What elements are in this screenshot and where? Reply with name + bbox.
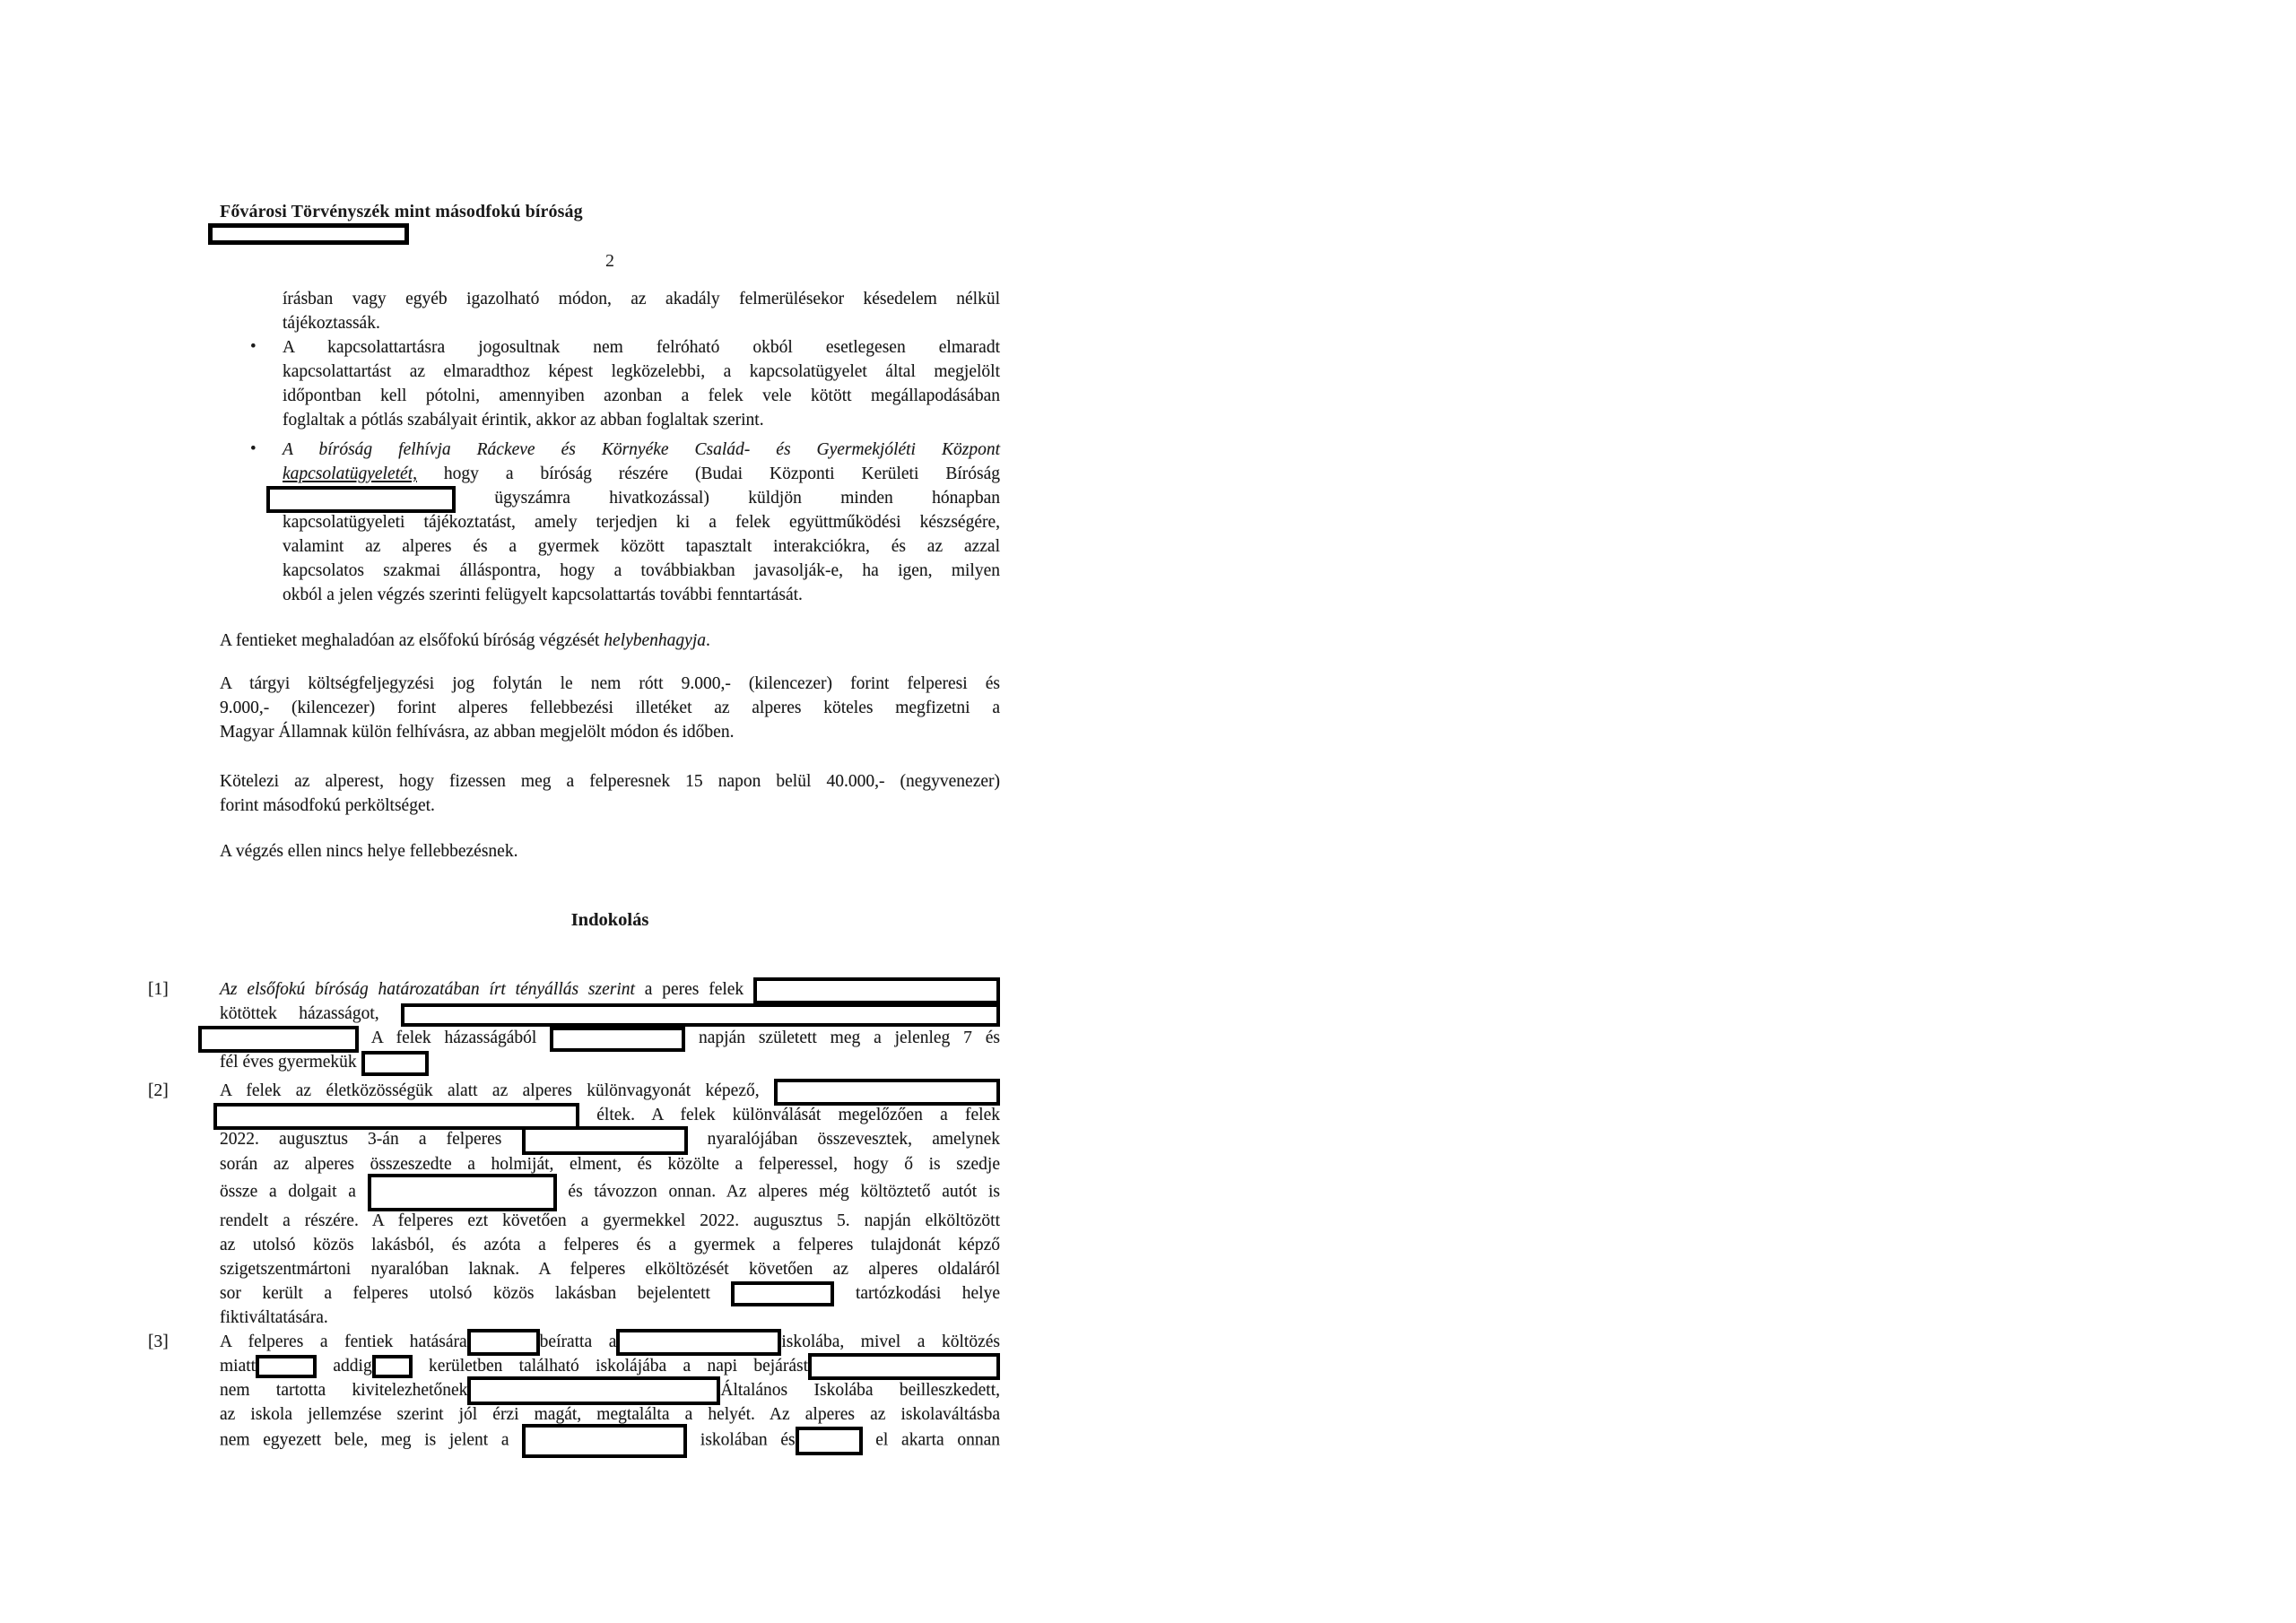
ruling-paragraph-costs <box>220 769 1000 818</box>
text-segment: hogy a bíróság részére (Budai Központi Kerületi Bíróság <box>416 464 1000 483</box>
text-segment: szigetszentmártoni nyaralóban laknak. A felperes elköltözését követően az alperes oldaláról <box>220 1259 1000 1279</box>
text-line <box>220 1050 1000 1074</box>
text-line <box>198 1026 1000 1050</box>
text-line <box>220 1002 1000 1026</box>
text-segment: iskolába, mivel a költözés <box>781 1332 1000 1351</box>
ruling-paragraph-affirm <box>220 629 1000 653</box>
emphasis-segment: kapcsolatügyeletét, <box>283 464 417 483</box>
text-line <box>220 1176 1000 1209</box>
text-segment: 9.000,- (kilencezer) forint alperes fellebbezési illetéket az alperes köteles megfizetni a <box>220 699 1000 717</box>
text-line <box>220 1257 1000 1281</box>
paragraph-number: [3] <box>148 1332 169 1351</box>
text-segment: el akarta onnan <box>862 1430 1001 1450</box>
text-segment: A végzés ellen nincs helye fellebbezésnek. <box>220 842 518 861</box>
text-segment: 2022. augusztus 3-án a felperes <box>220 1130 522 1149</box>
redaction-box <box>774 1079 1000 1106</box>
text-line <box>283 462 1000 486</box>
redaction-box <box>616 1329 781 1356</box>
bullet-item-1 <box>220 335 1000 432</box>
ruling-paragraph-no-appeal <box>220 839 1000 864</box>
text-line <box>213 1103 1000 1127</box>
text-line <box>220 839 1000 864</box>
page-number: 2 <box>605 251 614 271</box>
text-segment: miatt <box>220 1356 257 1376</box>
text-segment: tartózkodási helye <box>834 1283 1001 1303</box>
text-segment: A felek az életközösségük alatt az alperes különvagyonát képező, <box>220 1081 774 1100</box>
bullet-item-2 <box>220 438 1000 607</box>
redaction-box <box>796 1427 863 1455</box>
text-segment: valamint az alperes és a gyermek között tapasztalt interakciókra, és az azzal <box>283 537 1000 556</box>
text-segment: kapcsolatügyeleti tájékoztatást, amely terjedjen ki a felek együttműködési készségére, <box>283 513 1000 532</box>
text-segment: foglaltak a pótlás szabályait érintik, akkor az abban foglaltak szerint. <box>283 411 764 430</box>
court-name: Fővárosi Törvényszék mint másodfokú bíróság <box>220 202 583 221</box>
text-segment: A felek házasságából <box>359 1028 551 1047</box>
text-segment: okból a jelen végzés szerinti felügyelt kapcsolattartás további fenntartását. <box>283 586 803 604</box>
text-line <box>283 287 1000 311</box>
text-segment: . <box>706 631 710 650</box>
redaction-box <box>361 1051 429 1076</box>
text-line <box>220 1402 1000 1427</box>
section-heading-indokolas: Indokolás <box>570 910 649 930</box>
text-line <box>283 311 1000 335</box>
paragraph-number: [1] <box>148 980 169 999</box>
redaction-box <box>522 1126 688 1155</box>
text-line <box>220 1427 1000 1455</box>
text-segment: beíratta a <box>539 1332 617 1351</box>
text-line <box>283 559 1000 583</box>
text-segment: A fentieket meghaladóan az elsőfokú bíróság végzését <box>220 631 604 650</box>
text-line <box>220 1127 1000 1152</box>
numbered-paragraph-2 <box>148 1079 1001 1330</box>
text-segment: kerületben található iskolájába a napi bejárást <box>412 1356 808 1376</box>
text-line <box>220 1152 1000 1176</box>
text-line <box>220 1281 1000 1306</box>
redaction-box <box>401 1003 1000 1027</box>
text-segment: A kapcsolattartásra jogosultnak nem felróható okból esetlegesen elmaradt <box>283 338 1000 357</box>
text-segment: az utolsó közös lakásból, és azóta a felperes és a gyermek a felperes tulajdonát képző <box>220 1235 1000 1254</box>
text-line <box>283 408 1000 432</box>
text-segment: forint másodfokú perköltséget. <box>220 796 435 815</box>
emphasis-segment: A bíróság felhívja Ráckeve és Környéke Család- és Gyermekjóléti Központ <box>283 440 1000 459</box>
text-line <box>220 1354 1000 1378</box>
text-segment: időpontban kell pótolni, amennyiben azonban a felek vele kötött megállapodásában <box>283 386 1000 405</box>
text-line <box>220 794 1000 818</box>
redaction-box <box>467 1329 540 1356</box>
text-segment: kötöttek házasságot, <box>220 1004 401 1023</box>
text-segment: nyaralójában összevesztek, amelynek <box>687 1130 1000 1149</box>
numbered-paragraph-3 <box>148 1330 1001 1456</box>
text-segment: A felperes a fentiek hatására <box>220 1332 467 1351</box>
text-segment: és távozzon onnan. Az alperes még költöztető autót is <box>556 1182 1000 1201</box>
bullet-marker-icon: • <box>250 439 257 458</box>
text-line <box>220 1378 1000 1403</box>
text-line <box>220 1079 1000 1103</box>
document-body <box>148 287 1001 1455</box>
text-line <box>220 977 1000 1002</box>
redaction-box <box>731 1281 834 1306</box>
paragraph-number: [2] <box>148 1081 169 1100</box>
text-line <box>220 1306 1000 1330</box>
redaction-box <box>467 1376 720 1405</box>
ruling-paragraph-fees <box>220 672 1000 744</box>
text-segment: Magyar Államnak külön felhívásra, az abban megjelölt módon és időben. <box>220 723 735 742</box>
document-page <box>148 201 1001 1455</box>
text-segment: fiktiváltatására. <box>220 1307 328 1327</box>
bullet-marker-icon: • <box>250 337 257 356</box>
text-segment: rendelt a részére. A felperes ezt követően a gyermekkel 2022. augusztus 5. napján elköltözött <box>220 1211 1000 1230</box>
text-segment: fél éves gyermekük <box>220 1053 361 1072</box>
text-segment: sor került a felperes utolsó közös lakásban bejelentett <box>220 1283 732 1303</box>
text-segment: össze a dolgait a <box>220 1182 368 1201</box>
redaction-box <box>368 1174 557 1211</box>
text-segment: során az alperes összeszedte a holmiját, elment, és közölte a felperessel, hogy ő is szedje <box>220 1154 1000 1174</box>
text-segment: írásban vagy egyéb igazolható módon, az akadály felmerülésekor késedelem nélkül <box>283 290 1000 308</box>
text-segment: a peres felek <box>634 980 753 999</box>
text-line <box>220 629 1000 653</box>
text-line <box>220 1209 1000 1233</box>
text-segment: kapcsolattartást az elmaradthoz képest legközelebbi, a kapcsolatügyelet által megjelölt <box>283 362 1000 381</box>
text-line <box>283 335 1000 360</box>
redaction-box <box>522 1424 687 1458</box>
text-line <box>283 583 1000 607</box>
text-line <box>283 534 1000 559</box>
bullet-continuation <box>220 287 1000 335</box>
text-segment: A tárgyi költségfeljegyzési jog folytán le nem rótt 9.000,- (kilencezer) forint felperesi és <box>220 674 1000 693</box>
text-line <box>283 384 1000 408</box>
text-segment: éltek. A felek különválását megelőzően a felek <box>579 1106 1000 1124</box>
emphasis-segment: helybenhagyja <box>604 631 707 650</box>
text-line <box>220 1233 1000 1257</box>
text-segment: iskolában és <box>687 1430 796 1450</box>
header-redaction-box <box>208 223 409 245</box>
text-line <box>220 696 1000 720</box>
text-segment: tájékoztassák. <box>283 314 380 333</box>
text-segment: ügyszámra hivatkozással) küldjön minden hónapban <box>456 489 1000 508</box>
text-line <box>283 510 1000 534</box>
text-line <box>220 720 1000 744</box>
redaction-box <box>753 977 1000 1004</box>
text-segment: az iskola jellemzése szerint jól érzi magát, megtalálta a helyét. Az alperes az iskolaváltásba <box>220 1405 1000 1425</box>
redaction-box <box>256 1355 317 1378</box>
text-line <box>283 438 1000 462</box>
text-segment: addig <box>317 1356 372 1376</box>
text-segment: Általános Iskolába beilleszkedett, <box>720 1380 1000 1400</box>
redaction-box <box>550 1027 685 1052</box>
redaction-box <box>808 1353 1000 1380</box>
text-line <box>220 672 1000 696</box>
redaction-box <box>372 1355 413 1378</box>
text-segment: Kötelezi az alperest, hogy fizessen meg a felperesnek 15 napon belül 40.000,- (negyvenezer) <box>220 772 1000 791</box>
text-line <box>283 360 1000 384</box>
text-line <box>220 769 1000 794</box>
text-segment: kapcsolatos szakmai álláspontra, hogy a továbbiakban javasolják-e, ha igen, milyen <box>283 561 1000 580</box>
redaction-box <box>198 1026 359 1053</box>
emphasis-segment: Az elsőfokú bíróság határozatában írt tényállás szerint <box>220 980 635 999</box>
text-line <box>220 1330 1000 1354</box>
redaction-box <box>266 486 456 513</box>
text-line <box>266 486 1000 510</box>
text-segment: nem egyezett bele, meg is jelent a <box>220 1430 523 1450</box>
text-segment: nem tartotta kivitelezhetőnek <box>220 1380 468 1400</box>
text-segment: napján született meg a jelenleg 7 és <box>685 1028 1000 1047</box>
numbered-paragraph-1 <box>148 977 1000 1074</box>
